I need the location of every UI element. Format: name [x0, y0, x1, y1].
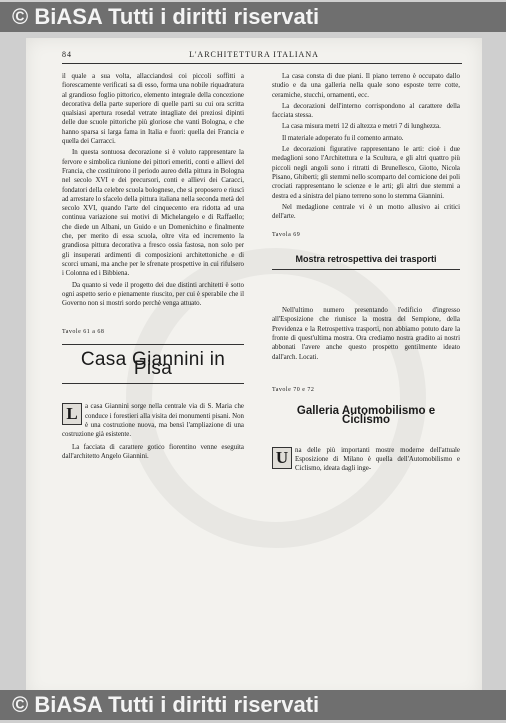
figure-label-left: Tavole 61 a 68 — [62, 329, 105, 336]
dropcap-letter: L — [62, 403, 82, 425]
left-paragraph-1: il quale a sua volta, allacciandosi coi piccoli soffitti a fiorescamente verificati sa di esso, forma una nobile riquadratura al grandioso foglio pittorico, elemento integrale della concezione decorativa della parte superiore di quelle parti su cui ora scritta qualsiasi apertura rosedal vetrate intagliate dei preziosi dipinti delle due scuole pittoriche più gloriose che vanti Bologna, e che hanno sparsa si larga fama in Italia e fuori: quella dei Francia e quella dei Carracci. — [62, 73, 244, 146]
section-body-galleria — [272, 446, 460, 474]
section-text-mostra-trasporti: Nell'ultimo numero presentando l'edificio d'ingresso all'Esposizione che riunisce la mostra del Sempione, della Previdenza e la Retrospettiva trasporti, non abbiamo potuto dare la fronte di quest'ultima mostra. Ora crediamo nostra gradito ai nostri abbonati l'avere anche questo prospetto gentilmente ideato dall'arch. Locati. — [272, 307, 460, 361]
document-page — [26, 38, 482, 698]
watermark-top: © BiASA Tutti i diritti riservati — [0, 2, 506, 32]
section-title-mostra-trasporti: Mostra retrospettiva dei trasporti — [295, 253, 437, 264]
left-column — [62, 72, 244, 463]
right-paragraph-6: Nel medaglione centrale vi è un motto allusivo ai critici dell'arte. — [272, 203, 460, 221]
right-paragraph-3: La casa misura metri 12 di altezza e metri 7 di lunghezza. — [282, 123, 441, 131]
watermark-bottom: © BiASA Tutti i diritti riservati — [0, 690, 506, 720]
divider — [272, 269, 460, 270]
right-paragraph-2: La decorazioni dell'interno corrispondono al carattere della facciata stessa. — [272, 102, 460, 120]
header-rule — [62, 63, 462, 64]
section-title-casa-giannini: Casa Giannini in Pisa — [80, 348, 226, 380]
figure-label-right-1: Tavola 69 — [272, 232, 301, 239]
right-paragraph-1: La casa consta di due piani. Il piano terreno è occupato dallo studio e da una galleria nella quale sono esposte terre cotte, ceramiche, stucchi, ornamenti, ecc. — [272, 73, 460, 99]
section-text-2: La facciata di carattere gotico fiorentino venne eseguita dall'architetto Angelo Giannini. — [62, 443, 244, 460]
figure-label-right-2: Tavole 70 e 72 — [272, 386, 315, 393]
section-text: a casa Giannini sorge nella centrale via di S. Maria che conduce i forestieri alla visita dei monumenti pisani. Non è una costruzione nuova, ma bensì l'ampliazione di una costruzione già esistente. — [62, 403, 244, 439]
right-column — [272, 72, 460, 474]
page-number: 84 — [62, 50, 72, 59]
divider — [62, 344, 244, 345]
divider — [62, 383, 244, 384]
left-paragraph-3: Da quanto si vede il progetto dei due distinti architetti è sotto ogni aspetto serio e pienamente riuscito, per cui è sperabile che il Governo non si mostri sordo perchè venga attuato. — [62, 281, 244, 308]
section-body-casa-giannini — [62, 402, 244, 439]
right-paragraph-5: Le decorazioni figurative rappresentano le arti: cioè i due medaglioni sono l'Architettura e la Scultura, e gli altri quattro più piccoli negli angoli sono i ritratti di Brunellesco, Giotto, Nicola Pisano, Ghiberti; gli stemmi nello scomparto del cornicione dei poli crociati rappresentano le scienze e le arti; gli altri due stemmi a destra ed a sinistra del piano terreno sono lo stemma Giannini. — [272, 146, 460, 200]
left-paragraph-2: In questa sontuosa decorazione si è voluto rappresentare la fervore e simbolica riunione dei pittori emeriti, conti e allievi del Francia, che costituirono il periodo aureo della pittura in Bologna nel secolo XVI e dei precursori, conti e allievi dei Caracci, fondatori della celebre scuola bolognese, che si proposero e riuscì ad arrestare lo sfacelo della pittura italiana nella seconda metà del secolo XVI, quando l'arte del cinquecento era ridotta ad una continua variazione sui motivi di Michelangelo e di Raffaello; che diede un Albani, un Guido e un Domenichino e finalmente che, per merito di essa scuola, oltre vita ed incremento la grandiosa pittura decorativa a fresco ossia fastosa, non solo per gli insuperati ardimenti di composizioni architettoniche e di scorci umani, ma anche per le sfrenate prospettive in cui rifulsero i Colonna ed i Bibbiena. — [62, 149, 244, 278]
section-text-galleria: na delle più importanti mostre moderne dell'attuale Esposizione di Milano è quella dell'Automobilismo e Ciclismo, ideata dagli inge- — [295, 446, 460, 473]
dropcap-letter: U — [272, 447, 292, 469]
section-title-galleria-automobilismo: Galleria Automobilismo e Ciclismo — [296, 405, 436, 427]
right-paragraph-4: Il materiale adoperato fu il comento armato. — [282, 134, 404, 142]
running-title: L'ARCHITETTURA ITALIANA — [189, 50, 319, 59]
